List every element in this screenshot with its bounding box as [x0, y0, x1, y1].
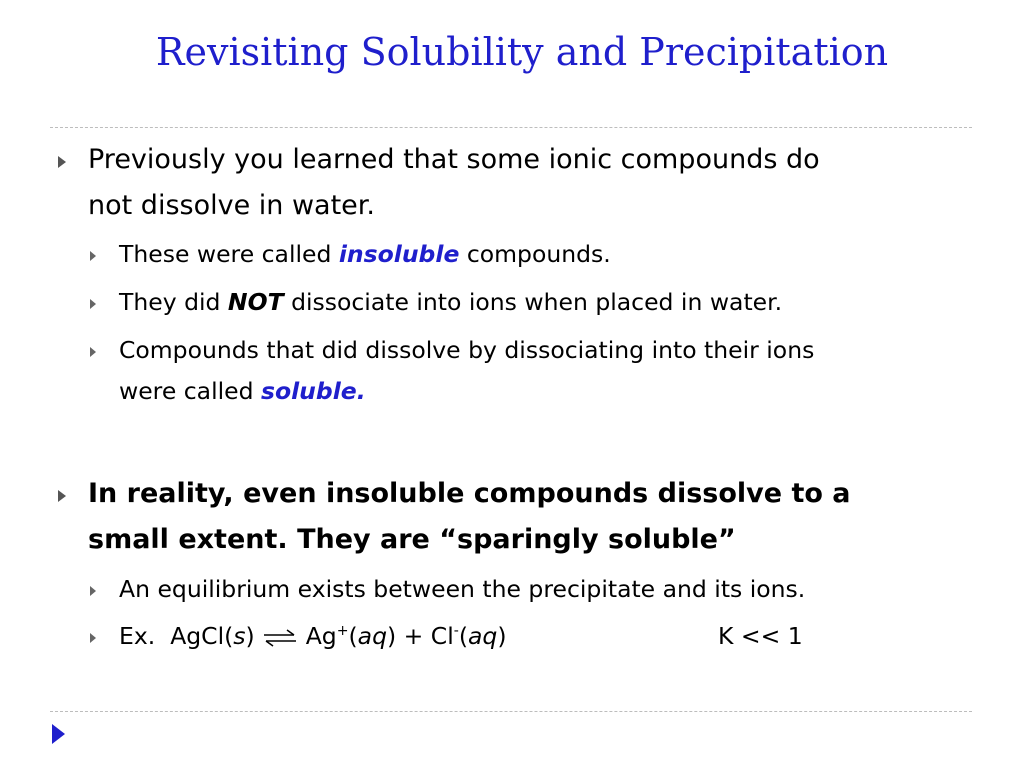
subbullet-triangle-icon [90, 251, 96, 261]
bullet1-line1: Previously you learned that some ionic compounds do [88, 144, 820, 175]
bottom-divider [50, 711, 972, 712]
equilibrium-equation: Ex. AgCl(s) Ag+(aq) + Cl-(aq) [119, 622, 507, 650]
bullet1-sub3-line2: were called soluble. [119, 377, 366, 405]
bullet1-sub3-line1: Compounds that did dissolve by dissociating into their ions [119, 336, 815, 364]
equilibrium-arrows-icon [262, 628, 298, 648]
bullet-triangle-icon [58, 156, 66, 168]
subbullet-triangle-icon [90, 299, 96, 309]
k-value: K << 1 [718, 622, 803, 650]
bullet2-sub1: An equilibrium exists between the precipitate and its ions. [119, 575, 806, 603]
insoluble-term: insoluble [338, 240, 460, 268]
bullet1-line2: not dissolve in water. [88, 190, 375, 221]
bullet-triangle-icon [58, 490, 66, 502]
subbullet-triangle-icon [90, 586, 96, 596]
top-divider [50, 127, 972, 128]
soluble-term: soluble. [260, 377, 366, 405]
not-emphasis: NOT [227, 288, 284, 316]
corner-triangle-icon [52, 724, 65, 744]
bullet1-sub1: These were called insoluble compounds. [119, 240, 611, 268]
subbullet-triangle-icon [90, 347, 96, 357]
bullet2-line1: In reality, even insoluble compounds dissolve to a [88, 478, 851, 509]
subbullet-triangle-icon [90, 633, 96, 643]
slide-title: Revisiting Solubility and Precipitation [155, 30, 889, 74]
bullet1-sub2: They did NOT dissociate into ions when placed in water. [119, 288, 783, 316]
bullet2-line2: small extent. They are “sparingly soluble” [88, 524, 736, 555]
